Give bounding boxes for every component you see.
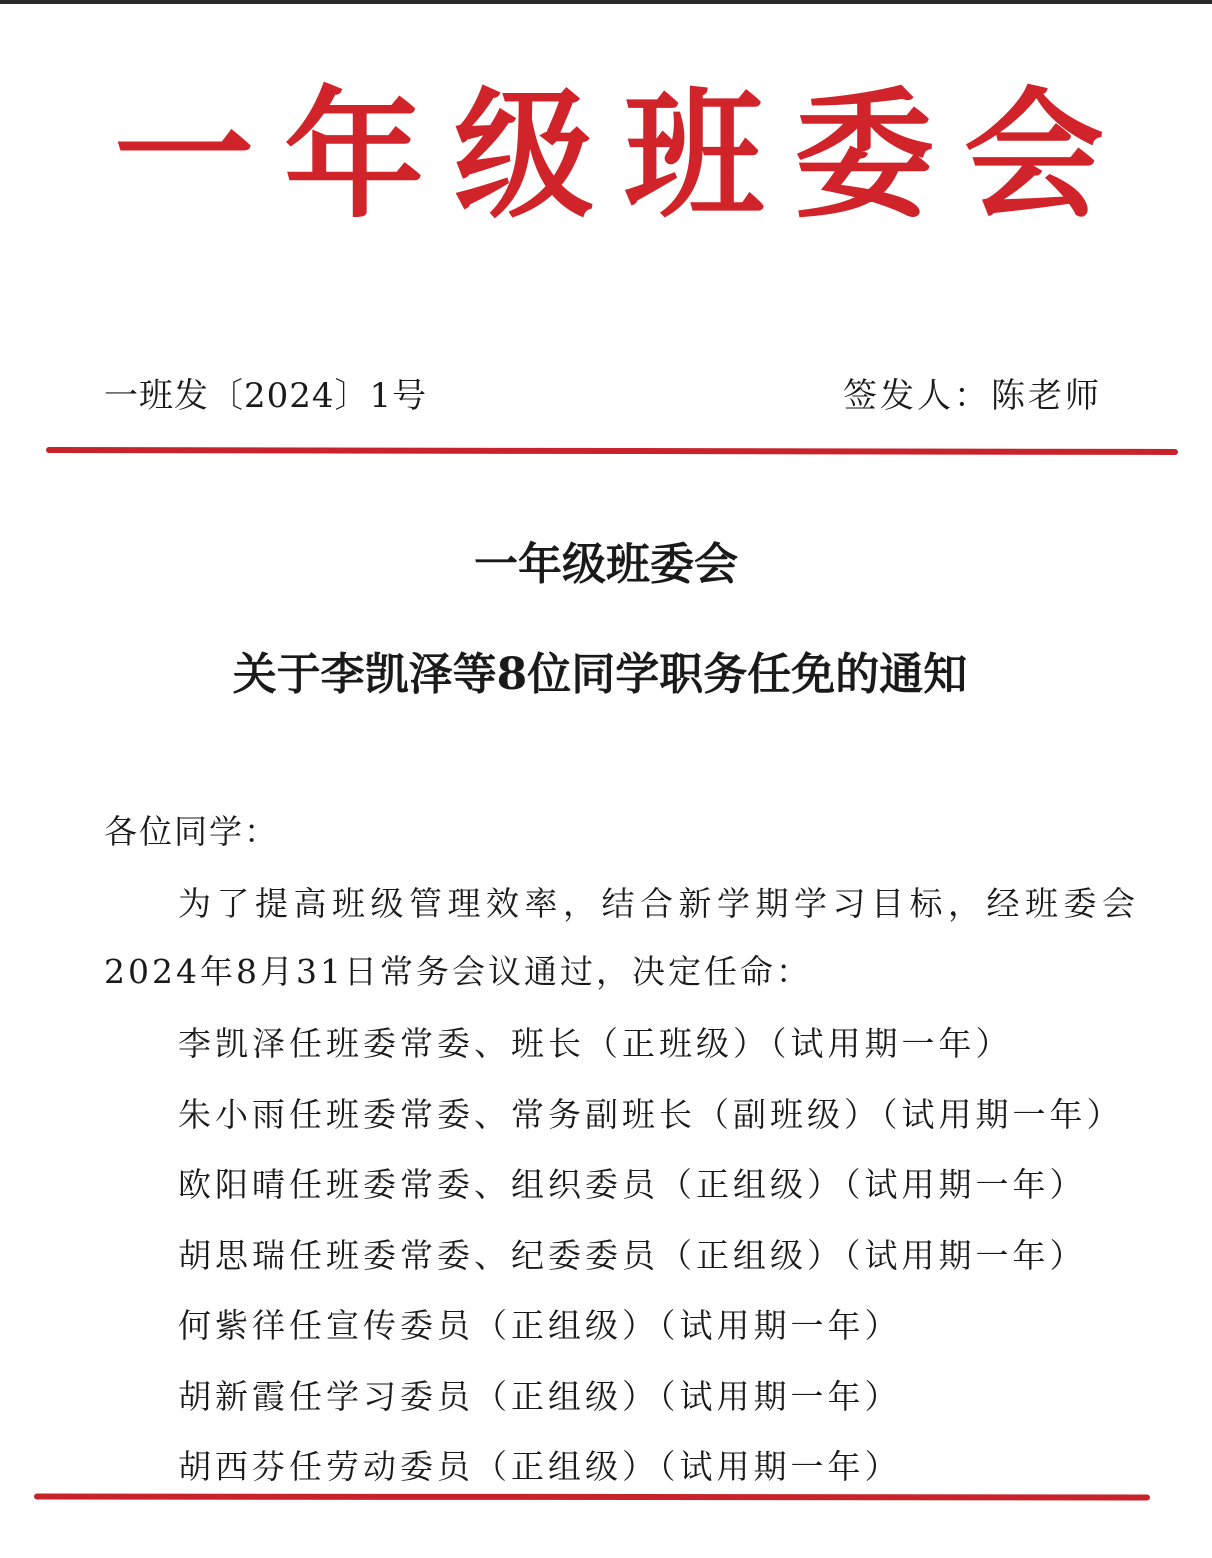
intro-paragraph-line-1: 为了提高班级管理效率，结合新学期学习目标，经班委会: [178, 884, 1141, 923]
appointment-item: 欧阳晴任班委常委、组织委员（正组级）（试用期一年）: [178, 1165, 1087, 1204]
appointment-item: 李凯泽任班委常委、班长（正班级）（试用期一年）: [178, 1024, 1013, 1063]
salutation: 各位同学：: [104, 812, 279, 851]
issuer-signature: 签发人：陈老师: [843, 376, 1102, 416]
appointment-list: [178, 1020, 1124, 1514]
appointment-item: 何紫徉任宣传委员（正组级）（试用期一年）: [178, 1306, 902, 1345]
document-number: 一班发〔2024〕1号: [104, 376, 428, 416]
red-divider-top: [46, 447, 1178, 455]
notice-title-line-1: 一年级班委会: [474, 539, 738, 590]
page-top-edge: [0, 0, 1212, 4]
intro-paragraph-line-2: 2024年8月31日常务会议通过，决定任命：: [104, 952, 812, 991]
appointment-item: 朱小雨任班委常委、常务副班长（副班级）（试用期一年）: [178, 1094, 1124, 1134]
masthead-title: 一年级班委会: [113, 75, 1134, 238]
notice-title-line-2: 关于李凯泽等8位同学职务任免的通知: [232, 649, 968, 700]
red-divider-bottom: [34, 1494, 1150, 1501]
document-meta: [104, 372, 1102, 420]
appointment-item: 胡新霞任学习委员（正组级）（试用期一年）: [178, 1376, 902, 1416]
appointment-item: 胡西芬任劳动委员（正组级）（试用期一年）: [178, 1447, 902, 1486]
appointment-item: 胡思瑞任班委常委、纪委委员（正组级）（试用期一年）: [178, 1235, 1087, 1275]
